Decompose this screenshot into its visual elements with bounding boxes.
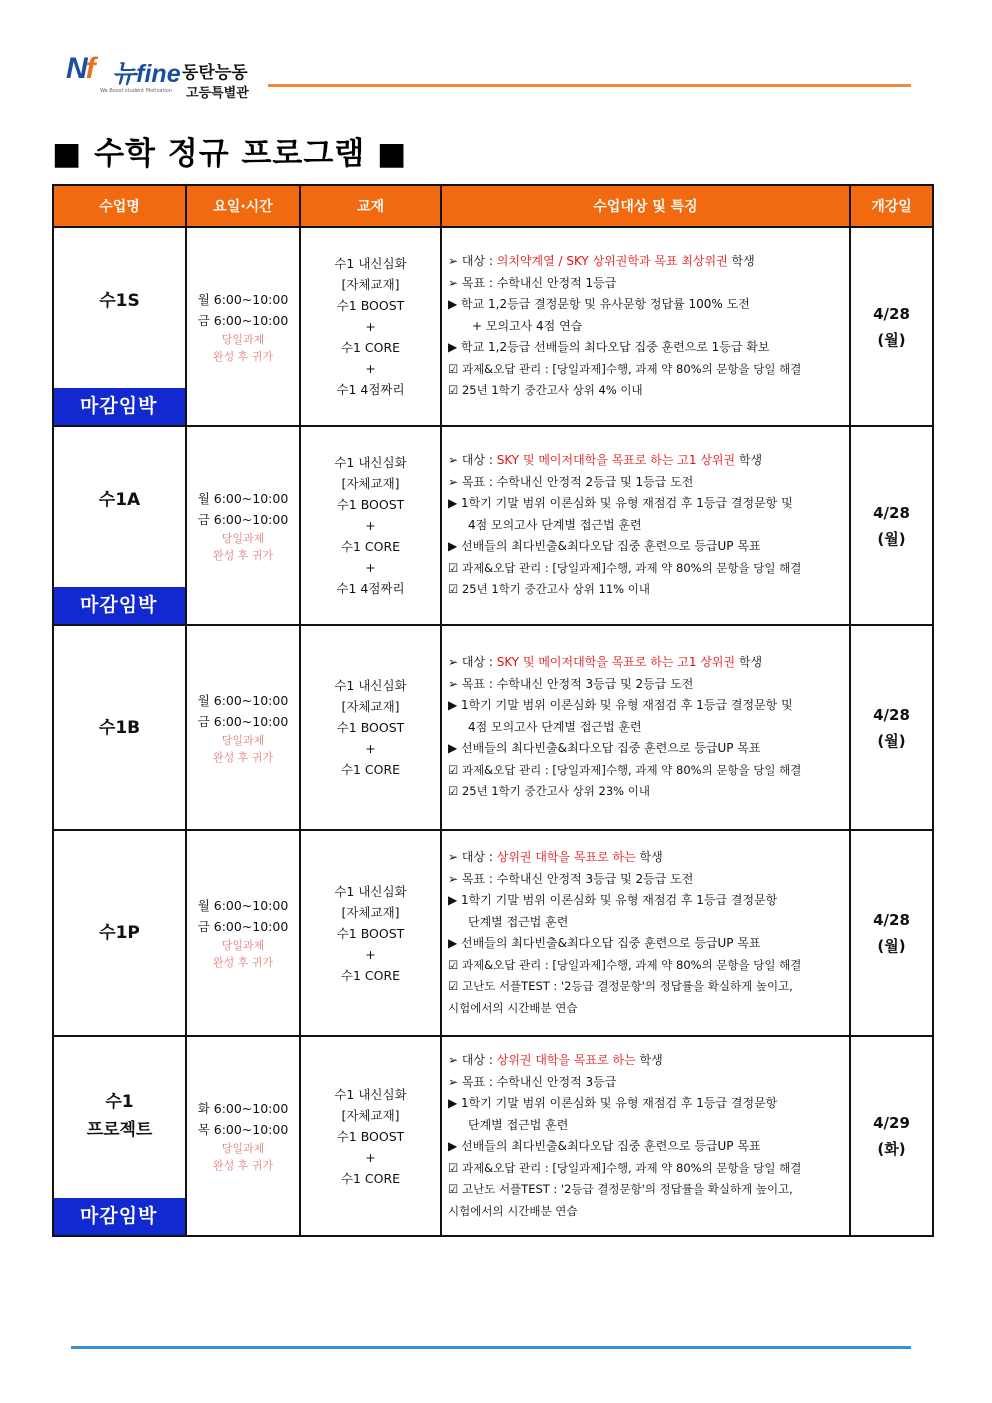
- textbook-line: [자체교재]: [341, 277, 400, 292]
- textbook-line: 수1 내신심화: [334, 1086, 407, 1102]
- textbook-line: 수1 BOOST: [336, 298, 405, 313]
- textbook-line: 수1 CORE: [340, 539, 401, 554]
- branch-name: 동탄능동: [182, 63, 248, 83]
- start-weekday: (월): [877, 937, 906, 955]
- schedule-time: 금 6:00~10:00: [197, 511, 289, 527]
- feature-check: ☑ 과제&오답 관리 : [당일과제]수행, 과제 약 80%의 문항을 당일 해결: [448, 957, 802, 972]
- feature-item: ▶ 1학기 기말 범위 이론심화 및 유형 재점검 후 1등급 결정문항 및: [448, 496, 793, 511]
- schedule-time: 금 6:00~10:00: [197, 713, 289, 729]
- feature-item: ▶ 선배들의 최다빈출&최다오답 집중 훈련으로 등급UP 목표: [448, 1139, 761, 1153]
- class-name: 수1A: [98, 489, 141, 510]
- feature-item: ▶ 1학기 기말 범위 이론심화 및 유형 재점검 후 1등급 결정문항 및: [448, 698, 793, 713]
- program-table: [52, 184, 934, 1237]
- class-name: 수1B: [98, 717, 141, 738]
- textbook-line: 수1 CORE: [340, 967, 401, 983]
- homework-note: 완성 후 귀가: [212, 548, 274, 562]
- start-date: 4/28: [873, 503, 910, 522]
- textbook-cell: [300, 1036, 441, 1236]
- feature-check: ☑ 25년 1학기 중간고사 상위 23% 이내: [448, 784, 650, 799]
- schedule-cell: [186, 1036, 300, 1236]
- homework-note: 완성 후 귀가: [212, 1159, 274, 1172]
- schedule-time: 목 6:00~10:00: [197, 1122, 289, 1137]
- textbook-cell: [300, 830, 441, 1036]
- class-name: 수1S: [99, 290, 140, 311]
- textbook-line: +: [365, 1149, 376, 1165]
- feature-target: ➢ 대상 : SKY 및 메이저대학을 목표로 하는 고1 상위권 학생: [448, 453, 763, 468]
- class-name: 수1: [105, 1092, 134, 1112]
- feature-check: ☑ 과제&오답 관리 : [당일과제]수행, 과제 약 80%의 문항을 당일 해결: [448, 762, 802, 777]
- textbook-line: [자체교재]: [341, 1107, 400, 1123]
- schedule-cell: [186, 625, 300, 830]
- class-name-cell: [53, 625, 186, 830]
- start-date: 4/28: [873, 705, 910, 724]
- homework-note: 당일과제: [221, 531, 265, 545]
- schedule-time: 화 6:00~10:00: [197, 1101, 289, 1116]
- textbook-line: [자체교재]: [341, 476, 400, 491]
- schedule-time: 금 6:00~10:00: [197, 312, 289, 328]
- feature-goal: ➢ 목표 : 수학내신 안정적 3등급 및 2등급 도전: [448, 871, 694, 886]
- textbook-line: 수1 BOOST: [336, 925, 405, 941]
- homework-note: 당일과제: [221, 939, 265, 952]
- header-features: 수업대상 및 특징: [441, 185, 850, 227]
- textbook-line: +: [365, 361, 376, 376]
- feature-goal: ➢ 목표 : 수학내신 안정적 3등급: [448, 1074, 617, 1089]
- logo-mark: Nf: [66, 52, 94, 85]
- feature-target: ➢ 대상 : 의치약계열 / SKY 상위권학과 목표 최상위권 학생: [448, 254, 755, 269]
- homework-note: 당일과제: [221, 332, 265, 346]
- feature-check: ☑ 과제&오답 관리 : [당일과제]수행, 과제 약 80%의 문항을 당일 해결: [448, 1160, 802, 1175]
- table-header-row: [53, 185, 933, 227]
- header-start-date: 개강일: [850, 185, 933, 227]
- homework-note: 완성 후 귀가: [212, 750, 274, 764]
- feature-goal: ➢ 목표 : 수학내신 안정적 3등급 및 2등급 도전: [448, 676, 694, 691]
- feature-check-cont: 시험에서의 시간배분 연습: [448, 1000, 578, 1015]
- table-row: [53, 1036, 933, 1236]
- table-row: [53, 830, 933, 1036]
- feature-item: ▶ 선배들의 최다빈출&최다오답 집중 훈련으로 등급UP 목표: [448, 936, 761, 950]
- textbook-line: 수1 내신심화: [334, 256, 407, 271]
- textbook-cell: [300, 227, 441, 426]
- feature-item: 4점 모의고사 단계별 접근법 훈련: [468, 517, 642, 532]
- feature-target: ➢ 대상 : 상위권 대학을 목표로 하는 학생: [448, 850, 663, 864]
- class-name-sub: 프로젝트: [86, 1120, 153, 1140]
- feature-target: ➢ 대상 : 상위권 대학을 목표로 하는 학생: [448, 1053, 663, 1067]
- class-name-cell: [53, 1036, 186, 1236]
- feature-check: ☑ 과제&오답 관리 : [당일과제]수행, 과제 약 80%의 문항을 당일 해결: [448, 361, 802, 376]
- textbook-line: 수1 4점짜리: [336, 581, 405, 596]
- start-date-cell: [850, 625, 933, 830]
- homework-note: 완성 후 귀가: [212, 956, 274, 969]
- homework-note: 완성 후 귀가: [212, 349, 274, 363]
- schedule-cell: [186, 227, 300, 426]
- footer-divider: [71, 1346, 911, 1349]
- header-divider: [268, 84, 911, 87]
- class-name-cell: [53, 227, 186, 426]
- textbook-line: 수1 BOOST: [336, 720, 405, 735]
- start-date-cell: [850, 830, 933, 1036]
- header-textbook: 교재: [300, 185, 441, 227]
- homework-note: 당일과제: [221, 1142, 265, 1155]
- textbook-line: [자체교재]: [341, 699, 400, 714]
- table-row: [53, 625, 933, 830]
- feature-check: ☑ 고난도 서플TEST : '2등급 결정문항'의 정답률을 확실하게 높이고,: [448, 1182, 793, 1196]
- feature-check: ☑ 과제&오답 관리 : [당일과제]수행, 과제 약 80%의 문항을 당일 해결: [448, 560, 802, 575]
- start-date: 4/29: [873, 1114, 910, 1132]
- textbook-line: +: [365, 560, 376, 575]
- table-row: [53, 426, 933, 625]
- table-row: [53, 227, 933, 426]
- schedule-time: 월 6:00~10:00: [197, 490, 289, 506]
- feature-item: ▶ 1학기 기말 범위 이론심화 및 유형 재점검 후 1등급 결정문항: [448, 893, 778, 907]
- textbook-line: 수1 BOOST: [336, 1128, 405, 1144]
- textbook-line: [자체교재]: [341, 904, 400, 920]
- start-weekday: (월): [877, 330, 906, 349]
- schedule-time: 금 6:00~10:00: [197, 919, 289, 934]
- textbook-line: 수1 BOOST: [336, 497, 405, 512]
- deadline-badge: 마감임박: [54, 587, 185, 624]
- feature-item: 단계별 접근법 훈련: [468, 1117, 569, 1132]
- feature-check: ☑ 25년 1학기 중간고사 상위 11% 이내: [448, 582, 650, 597]
- start-weekday: (월): [877, 731, 906, 750]
- textbook-line: 수1 CORE: [340, 762, 401, 777]
- header-class-name: 수업명: [53, 185, 186, 227]
- start-date-cell: [850, 1036, 933, 1236]
- branch-sub: 고등특별관: [186, 86, 249, 101]
- features-cell: [441, 625, 850, 830]
- feature-check: ☑ 고난도 서플TEST : '2등급 결정문항'의 정답률을 확실하게 높이고,: [448, 979, 793, 993]
- textbook-line: +: [365, 741, 376, 756]
- feature-item: 단계별 접근법 훈련: [468, 914, 569, 929]
- feature-item: ▶ 선배들의 최다빈출&최다오답 집중 훈련으로 등급UP 목표: [448, 741, 761, 756]
- textbook-line: 수1 내신심화: [334, 455, 407, 470]
- textbook-line: 수1 4점짜리: [336, 382, 405, 397]
- feature-item: ▶ 학교 1,2등급 결정문항 및 유사문항 정답률 100% 도전: [448, 297, 750, 312]
- features-cell: [441, 426, 850, 625]
- logo-brand: 뉴fine: [112, 60, 181, 88]
- schedule-time: 월 6:00~10:00: [197, 898, 289, 913]
- start-date-cell: [850, 426, 933, 625]
- feature-item: 4점 모의고사 단계별 접근법 훈련: [468, 719, 642, 734]
- feature-goal: ➢ 목표 : 수학내신 안정적 2등급 및 1등급 도전: [448, 474, 694, 489]
- homework-note: 당일과제: [221, 733, 265, 747]
- feature-target: ➢ 대상 : SKY 및 메이저대학을 목표로 하는 고1 상위권 학생: [448, 655, 763, 670]
- feature-check-cont: 시험에서의 시간배분 연습: [448, 1203, 578, 1218]
- textbook-line: +: [365, 946, 376, 962]
- start-weekday: (월): [877, 529, 906, 548]
- textbook-line: 수1 CORE: [340, 1170, 401, 1186]
- feature-item: ▶ 선배들의 최다빈출&최다오답 집중 훈련으로 등급UP 목표: [448, 539, 761, 554]
- schedule-time: 월 6:00~10:00: [197, 291, 289, 307]
- textbook-line: 수1 내신심화: [334, 883, 407, 899]
- header-schedule: 요일·시간: [186, 185, 300, 227]
- class-name-cell: [53, 426, 186, 625]
- schedule-cell: [186, 426, 300, 625]
- start-date: 4/28: [873, 911, 910, 929]
- schedule-time: 월 6:00~10:00: [197, 692, 289, 708]
- start-date-cell: [850, 227, 933, 426]
- logo-tagline: We Boost student Motivation: [100, 88, 173, 94]
- feature-check: ☑ 25년 1학기 중간고사 상위 4% 이내: [448, 383, 643, 398]
- textbook-cell: [300, 426, 441, 625]
- schedule-cell: [186, 830, 300, 1036]
- textbook-cell: [300, 625, 441, 830]
- class-name: 수1P: [99, 923, 140, 943]
- textbook-line: 수1 내신심화: [334, 678, 407, 693]
- features-cell: [441, 1036, 850, 1236]
- feature-item: ▶ 학교 1,2등급 선배들의 최다오답 집중 훈련으로 1등급 확보: [448, 340, 770, 355]
- textbook-line: 수1 CORE: [340, 340, 401, 355]
- start-weekday: (화): [877, 1140, 906, 1158]
- class-name-cell: [53, 830, 186, 1036]
- feature-item: + 모의고사 4점 연습: [472, 318, 583, 333]
- deadline-badge: 마감임박: [54, 388, 185, 425]
- start-date: 4/28: [873, 304, 910, 323]
- textbook-line: +: [365, 518, 376, 533]
- page-title: ■ 수학 정규 프로그램 ■: [52, 136, 408, 172]
- features-cell: [441, 830, 850, 1036]
- deadline-badge: 마감임박: [54, 1198, 185, 1235]
- feature-goal: ➢ 목표 : 수학내신 안정적 1등급: [448, 275, 617, 290]
- textbook-line: +: [365, 319, 376, 334]
- features-cell: [441, 227, 850, 426]
- feature-item: ▶ 1학기 기말 범위 이론심화 및 유형 재점검 후 1등급 결정문항: [448, 1096, 778, 1110]
